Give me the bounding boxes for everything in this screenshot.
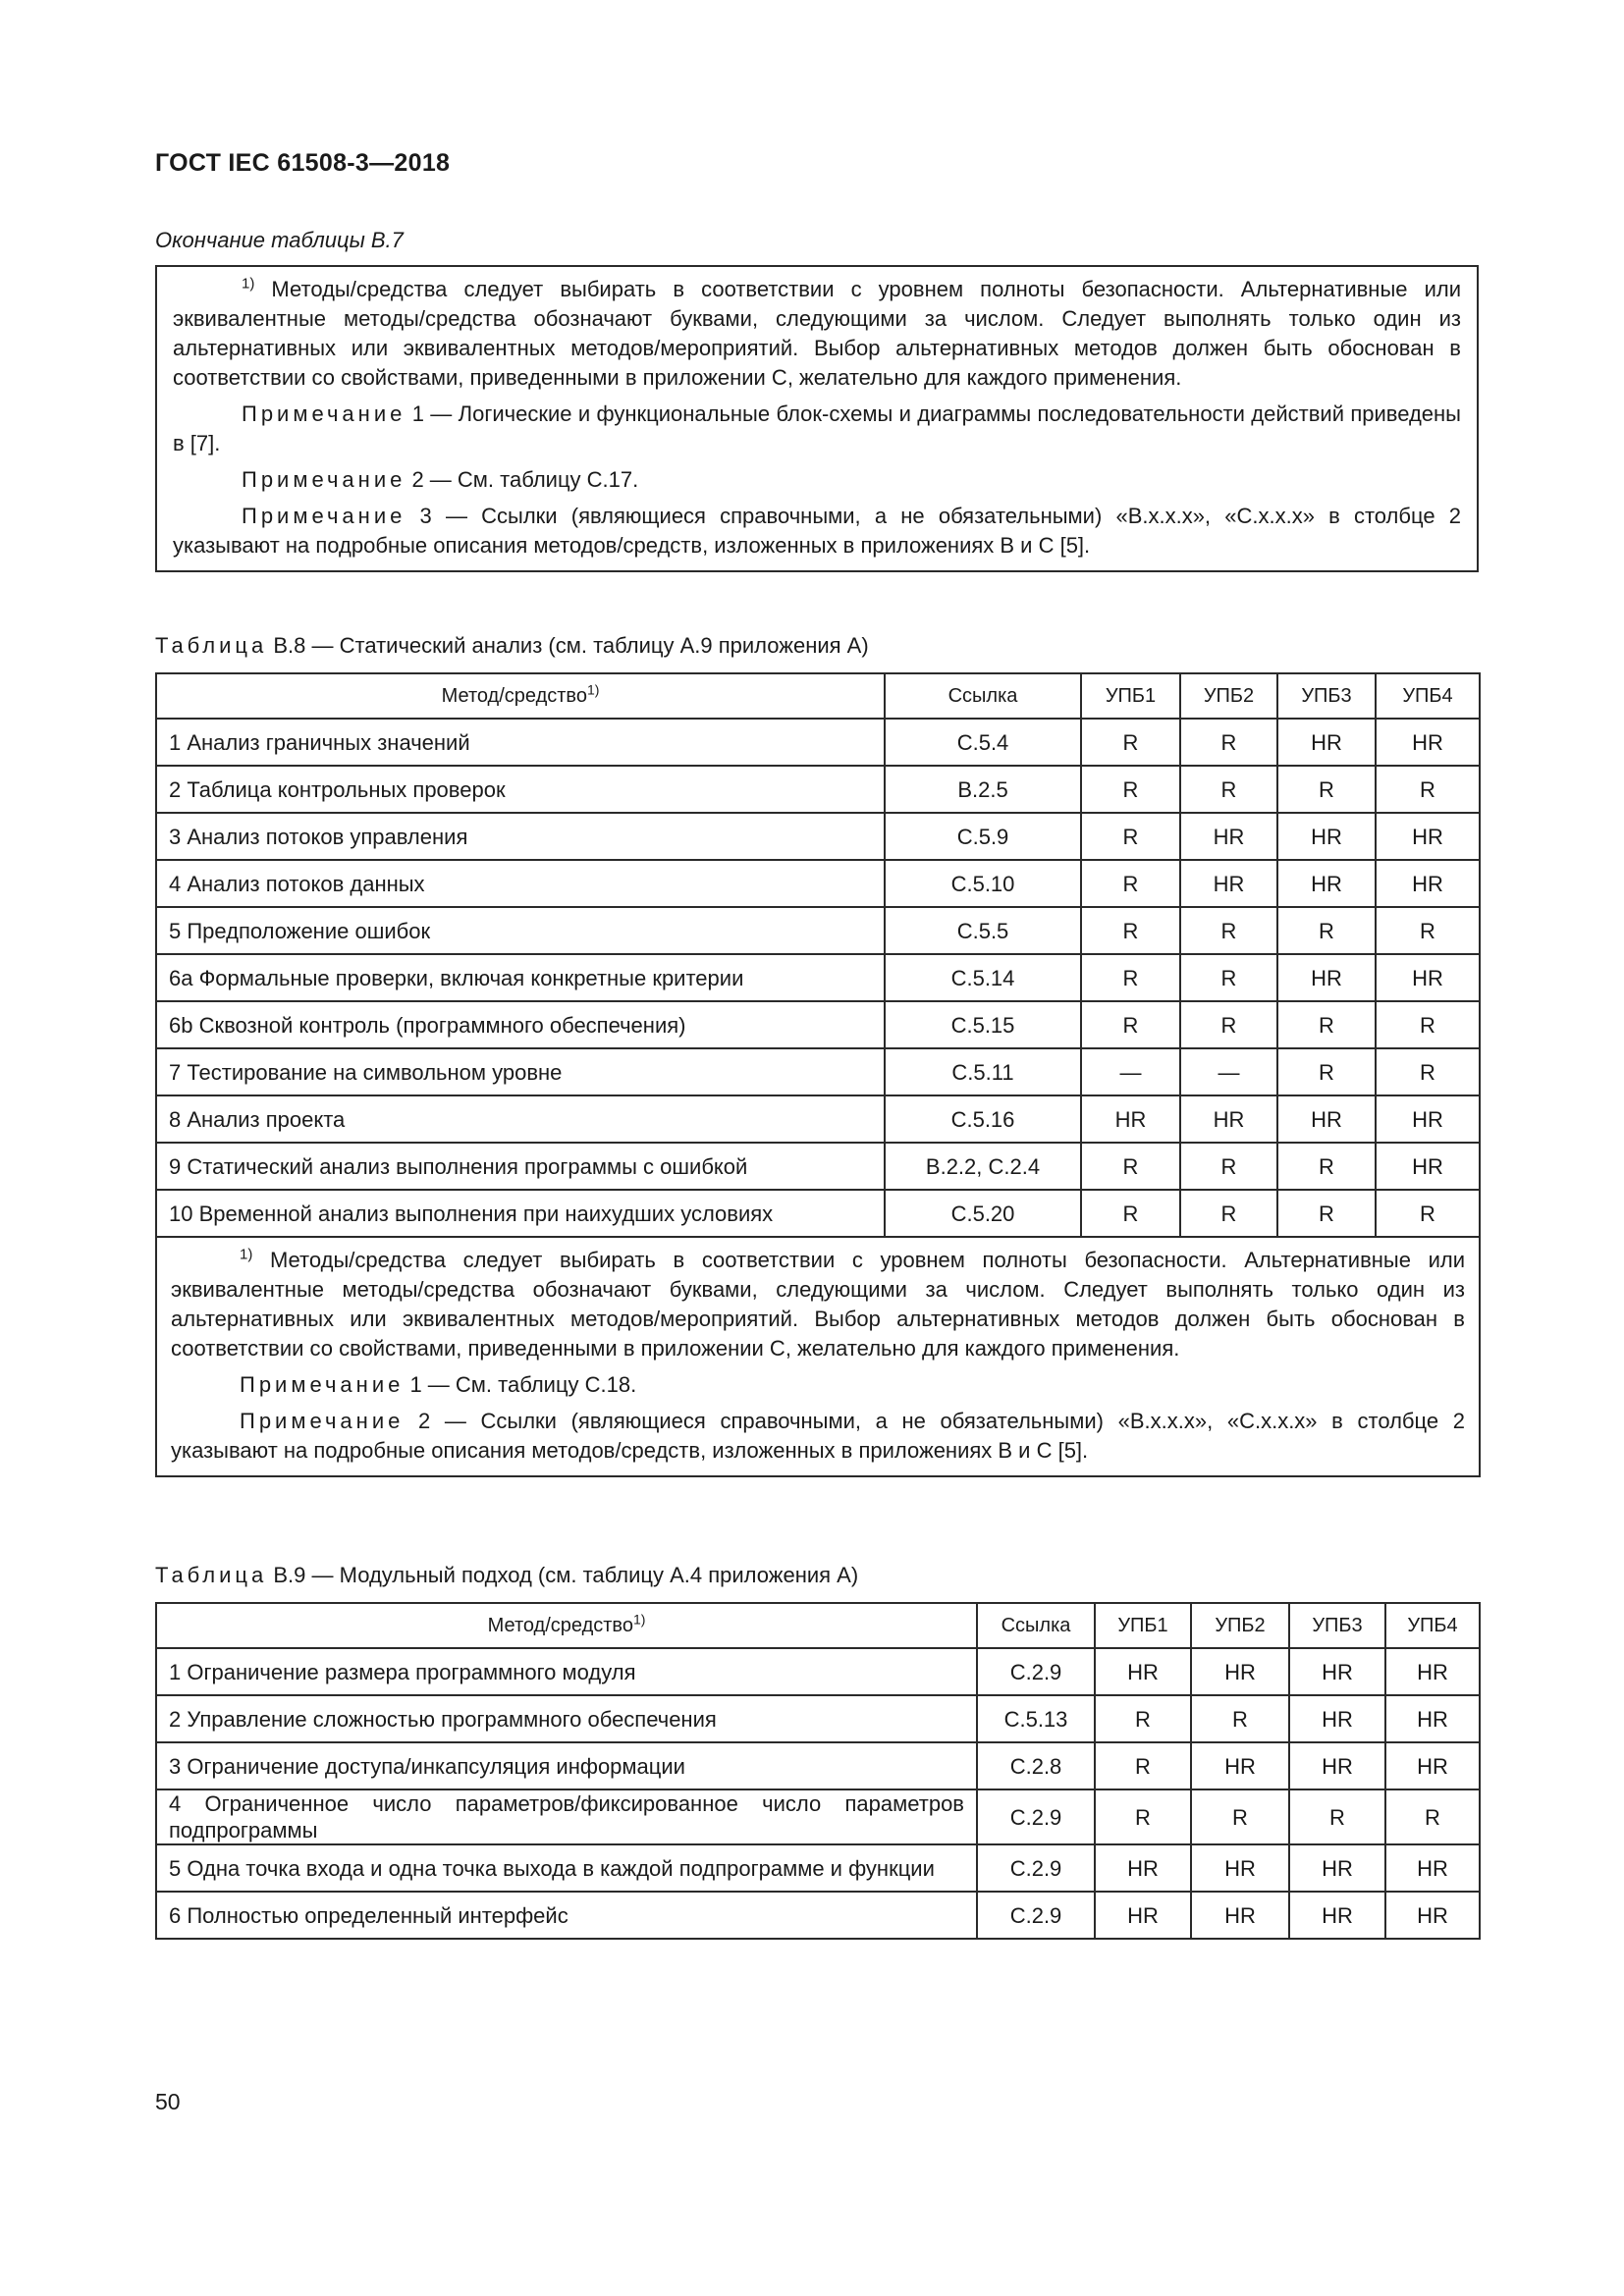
sil1-cell: HR bbox=[1095, 1892, 1191, 1939]
page-header: ГОСТ IEC 61508-3—2018 bbox=[155, 149, 451, 177]
table-b9-body bbox=[156, 1648, 1480, 1939]
sil3-cell: HR bbox=[1277, 1095, 1376, 1143]
method-cell: 6b Сквозной контроль (программного обеспечения) bbox=[156, 1001, 885, 1048]
reference-cell: С.5.15 bbox=[885, 1001, 1081, 1048]
sil1-cell: R bbox=[1095, 1789, 1191, 1844]
reference-cell: В.2.5 bbox=[885, 766, 1081, 813]
table-row bbox=[156, 1095, 1480, 1143]
header-sil3: УПБ3 bbox=[1289, 1603, 1385, 1648]
reference-cell: С.2.9 bbox=[977, 1892, 1095, 1939]
table-b9-header-row bbox=[156, 1603, 1480, 1648]
reference-cell: С.5.13 bbox=[977, 1695, 1095, 1742]
sil4-cell: HR bbox=[1376, 1143, 1480, 1190]
sil1-cell: R bbox=[1081, 719, 1180, 766]
method-cell: 4 Ограниченное число параметров/фиксированное число параметров подпрограммы bbox=[156, 1789, 977, 1844]
table-b8-note-1 bbox=[171, 1370, 1465, 1400]
sil3-cell: R bbox=[1289, 1789, 1385, 1844]
note-label: Примечание bbox=[240, 1372, 405, 1397]
table-row bbox=[156, 813, 1480, 860]
table-b9 bbox=[155, 1602, 1481, 1940]
method-cell: 7 Тестирование на символьном уровне bbox=[156, 1048, 885, 1095]
header-sil4: УПБ4 bbox=[1385, 1603, 1480, 1648]
sil1-cell: — bbox=[1081, 1048, 1180, 1095]
note-text: 2 — Ссылки (являющиеся справочными, а не обязательными) «В.х.х.х», «С.х.х.х» в столбце 2 указывают на подробные описания методов/средств, изложенных в приложениях В и С [5]. bbox=[171, 1409, 1465, 1463]
sil2-cell: HR bbox=[1180, 813, 1277, 860]
table-row bbox=[156, 1648, 1480, 1695]
sil1-cell: R bbox=[1081, 813, 1180, 860]
header-sil2: УПБ2 bbox=[1191, 1603, 1289, 1648]
sil1-cell: HR bbox=[1081, 1095, 1180, 1143]
sil2-cell: HR bbox=[1180, 1095, 1277, 1143]
note-text: 2 — См. таблицу С.17. bbox=[406, 467, 639, 492]
table-row bbox=[156, 1844, 1480, 1892]
header-sil2: УПБ2 bbox=[1180, 673, 1277, 719]
caption-text: В.9 — Модульный подход (см. таблицу А.4 приложения А) bbox=[267, 1563, 859, 1587]
reference-cell: С.2.9 bbox=[977, 1789, 1095, 1844]
reference-cell: С.5.14 bbox=[885, 954, 1081, 1001]
note-text: 3 — Ссылки (являющиеся справочными, а не обязательными) «В.х.х.х», «С.х.х.х» в столбце 2 указывают на подробные описания методов/средств, изложенных в приложениях В и С [5]. bbox=[173, 504, 1461, 558]
method-cell: 8 Анализ проекта bbox=[156, 1095, 885, 1143]
sil3-cell: HR bbox=[1277, 954, 1376, 1001]
table-row bbox=[156, 719, 1480, 766]
reference-cell: С.5.10 bbox=[885, 860, 1081, 907]
note-label: Примечание bbox=[240, 1409, 405, 1433]
reference-cell: В.2.2, С.2.4 bbox=[885, 1143, 1081, 1190]
table-row bbox=[156, 860, 1480, 907]
caption-label: Таблица bbox=[155, 633, 268, 658]
sil2-cell: R bbox=[1180, 1143, 1277, 1190]
table-b7-footnote bbox=[173, 275, 1461, 393]
table-row bbox=[156, 1892, 1480, 1939]
sil4-cell: HR bbox=[1376, 719, 1480, 766]
method-cell: 1 Анализ граничных значений bbox=[156, 719, 885, 766]
sil1-cell: R bbox=[1081, 766, 1180, 813]
header-sil3: УПБ3 bbox=[1277, 673, 1376, 719]
table-b7-notes bbox=[155, 265, 1479, 572]
note-label: Примечание bbox=[242, 401, 406, 426]
sil1-cell: R bbox=[1081, 860, 1180, 907]
table-b7-continuation-caption: Окончание таблицы В.7 bbox=[155, 228, 404, 252]
table-b8-body bbox=[156, 719, 1480, 1237]
table-row bbox=[156, 1789, 1480, 1844]
sil1-cell: HR bbox=[1095, 1844, 1191, 1892]
table-b7-note-2 bbox=[173, 465, 1461, 495]
header-sil1: УПБ1 bbox=[1081, 673, 1180, 719]
table-row bbox=[156, 1048, 1480, 1095]
table-b7-note-1 bbox=[173, 400, 1461, 458]
table-row bbox=[156, 1742, 1480, 1789]
sil4-cell: HR bbox=[1376, 813, 1480, 860]
header-reference: Ссылка bbox=[977, 1603, 1095, 1648]
sil1-cell: R bbox=[1081, 1143, 1180, 1190]
method-cell: 3 Анализ потоков управления bbox=[156, 813, 885, 860]
sil2-cell: HR bbox=[1191, 1742, 1289, 1789]
sil4-cell: HR bbox=[1376, 860, 1480, 907]
sil3-cell: R bbox=[1277, 907, 1376, 954]
footnote-text: Методы/средства следует выбирать в соответствии с уровнем полноты безопасности. Альтернативные или эквивалентные методы/средства обозначают буквами, следующими за числом. Следует выполнять только один из альтернативных или эквивалентных методов/мероприятий. Выбор альтернативных методов должен быть обоснован в соответствии со свойствами, приведенными в приложении С, желательно для каждого применения. bbox=[171, 1248, 1465, 1361]
method-cell: 10 Временной анализ выполнения при наихудших условиях bbox=[156, 1190, 885, 1237]
method-cell: 5 Одна точка входа и одна точка выхода в каждой подпрограмме и функции bbox=[156, 1844, 977, 1892]
reference-cell: С.5.5 bbox=[885, 907, 1081, 954]
table-row bbox=[156, 766, 1480, 813]
header-method: Метод/средство$^{1)}$ bbox=[156, 673, 885, 719]
method-cell: 3 Ограничение доступа/инкапсуляция информации bbox=[156, 1742, 977, 1789]
table-b8-caption bbox=[155, 633, 869, 659]
sil4-cell: HR bbox=[1385, 1844, 1480, 1892]
reference-cell: С.5.20 bbox=[885, 1190, 1081, 1237]
sil3-cell: HR bbox=[1277, 860, 1376, 907]
table-row bbox=[156, 1001, 1480, 1048]
sil1-cell: HR bbox=[1095, 1648, 1191, 1695]
reference-cell: С.5.9 bbox=[885, 813, 1081, 860]
method-cell: 6 Полностью определенный интерфейс bbox=[156, 1892, 977, 1939]
table-row bbox=[156, 1190, 1480, 1237]
sil3-cell: R bbox=[1277, 1143, 1376, 1190]
sil2-cell: R bbox=[1180, 766, 1277, 813]
sil4-cell: R bbox=[1385, 1789, 1480, 1844]
table-row bbox=[156, 1143, 1480, 1190]
sil4-cell: HR bbox=[1385, 1648, 1480, 1695]
method-cell: 4 Анализ потоков данных bbox=[156, 860, 885, 907]
reference-cell: С.5.11 bbox=[885, 1048, 1081, 1095]
table-b8-footnote bbox=[171, 1246, 1465, 1363]
table-b8 bbox=[155, 672, 1481, 1477]
sil2-cell: HR bbox=[1191, 1844, 1289, 1892]
note-label: Примечание bbox=[242, 467, 406, 492]
sil2-cell: R bbox=[1180, 907, 1277, 954]
sil2-cell: R bbox=[1180, 719, 1277, 766]
reference-cell: С.2.9 bbox=[977, 1844, 1095, 1892]
table-row bbox=[156, 954, 1480, 1001]
method-cell: 5 Предположение ошибок bbox=[156, 907, 885, 954]
reference-cell: С.2.9 bbox=[977, 1648, 1095, 1695]
header-method: Метод/средство$^{1)}$ bbox=[156, 1603, 977, 1648]
table-row bbox=[156, 907, 1480, 954]
sil2-cell: HR bbox=[1191, 1648, 1289, 1695]
sil3-cell: R bbox=[1277, 766, 1376, 813]
table-b8-header-row bbox=[156, 673, 1480, 719]
table-b7-note-3 bbox=[173, 502, 1461, 561]
header-sil4: УПБ4 bbox=[1376, 673, 1480, 719]
sil2-cell: HR bbox=[1191, 1892, 1289, 1939]
sil2-cell: R bbox=[1191, 1695, 1289, 1742]
sil4-cell: R bbox=[1376, 766, 1480, 813]
sil3-cell: HR bbox=[1289, 1844, 1385, 1892]
footnote-mark: 1) bbox=[242, 275, 255, 293]
table-b8-notes-row bbox=[156, 1237, 1480, 1476]
sil4-cell: HR bbox=[1385, 1892, 1480, 1939]
table-b9-caption bbox=[155, 1563, 858, 1588]
header-sil1: УПБ1 bbox=[1095, 1603, 1191, 1648]
table-b8-note-2 bbox=[171, 1407, 1465, 1466]
reference-cell: С.5.16 bbox=[885, 1095, 1081, 1143]
sil4-cell: R bbox=[1376, 1001, 1480, 1048]
sil4-cell: R bbox=[1376, 907, 1480, 954]
sil1-cell: R bbox=[1095, 1695, 1191, 1742]
page-number: 50 bbox=[155, 2089, 181, 2114]
caption-label: Таблица bbox=[155, 1563, 268, 1587]
sil2-cell: R bbox=[1180, 954, 1277, 1001]
sil3-cell: R bbox=[1277, 1001, 1376, 1048]
table-row bbox=[156, 1695, 1480, 1742]
reference-cell: С.5.4 bbox=[885, 719, 1081, 766]
caption-text: В.8 — Статический анализ (см. таблицу А.9 приложения А) bbox=[267, 633, 869, 658]
sil2-cell: HR bbox=[1180, 860, 1277, 907]
note-label: Примечание bbox=[242, 504, 406, 528]
sil3-cell: R bbox=[1277, 1190, 1376, 1237]
sil3-cell: HR bbox=[1289, 1892, 1385, 1939]
method-cell: 2 Управление сложностью программного обеспечения bbox=[156, 1695, 977, 1742]
sil2-cell: — bbox=[1180, 1048, 1277, 1095]
note-text: 1 — Логические и функциональные блок-схемы и диаграммы последовательности действий приведены в [7]. bbox=[173, 401, 1461, 455]
footnote-text: Методы/средства следует выбирать в соответствии с уровнем полноты безопасности. Альтернативные или эквивалентные методы/средства обозначают буквами, следующими за числом. Следует выполнять только один из альтернативных или эквивалентных методов/мероприятий. Выбор альтернативных методов должен быть обоснован в соответствии со свойствами, приведенными в приложении С, желательно для каждого применения. bbox=[173, 277, 1461, 390]
sil3-cell: HR bbox=[1289, 1648, 1385, 1695]
sil1-cell: R bbox=[1095, 1742, 1191, 1789]
sil1-cell: R bbox=[1081, 954, 1180, 1001]
table-b8-notes bbox=[156, 1237, 1480, 1476]
sil2-cell: R bbox=[1191, 1789, 1289, 1844]
sil3-cell: HR bbox=[1289, 1742, 1385, 1789]
sil4-cell: HR bbox=[1376, 1095, 1480, 1143]
sil1-cell: R bbox=[1081, 1190, 1180, 1237]
note-text: 1 — См. таблицу С.18. bbox=[404, 1372, 637, 1397]
method-cell: 6а Формальные проверки, включая конкретные критерии bbox=[156, 954, 885, 1001]
sil3-cell: HR bbox=[1277, 719, 1376, 766]
sil4-cell: R bbox=[1376, 1190, 1480, 1237]
sil1-cell: R bbox=[1081, 1001, 1180, 1048]
method-cell: 9 Статический анализ выполнения программы с ошибкой bbox=[156, 1143, 885, 1190]
sil3-cell: HR bbox=[1289, 1695, 1385, 1742]
sil4-cell: R bbox=[1376, 1048, 1480, 1095]
method-cell: 2 Таблица контрольных проверок bbox=[156, 766, 885, 813]
sil2-cell: R bbox=[1180, 1001, 1277, 1048]
sil3-cell: R bbox=[1277, 1048, 1376, 1095]
sil4-cell: HR bbox=[1385, 1695, 1480, 1742]
method-cell: 1 Ограничение размера программного модуля bbox=[156, 1648, 977, 1695]
reference-cell: С.2.8 bbox=[977, 1742, 1095, 1789]
sil1-cell: R bbox=[1081, 907, 1180, 954]
sil4-cell: HR bbox=[1385, 1742, 1480, 1789]
sil4-cell: HR bbox=[1376, 954, 1480, 1001]
footnote-mark: 1) bbox=[240, 1246, 253, 1263]
header-reference: Ссылка bbox=[885, 673, 1081, 719]
sil2-cell: R bbox=[1180, 1190, 1277, 1237]
sil3-cell: HR bbox=[1277, 813, 1376, 860]
